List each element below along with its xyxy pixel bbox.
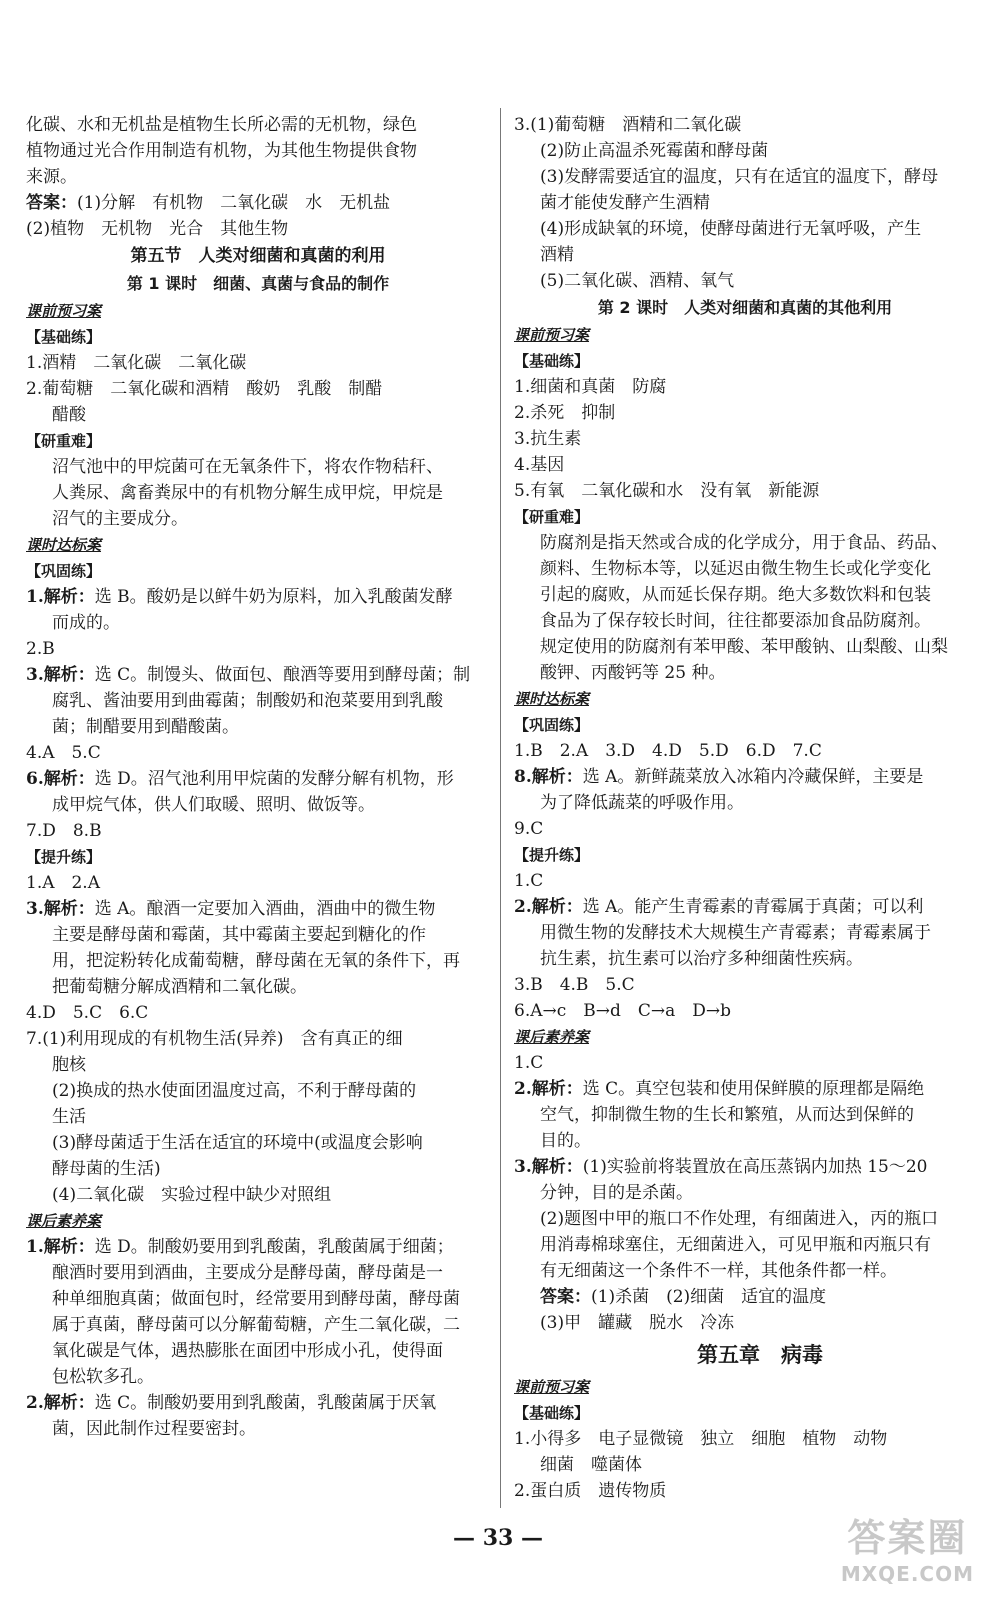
section-heading xyxy=(514,1374,976,1400)
text-line xyxy=(26,974,490,1000)
text-line xyxy=(514,582,976,608)
line-text: (3)甲 罐藏 脱水 冷冻 xyxy=(540,1313,735,1333)
section-heading xyxy=(26,1208,490,1234)
text-line xyxy=(514,868,976,894)
answer-label: 1.解析： xyxy=(26,587,95,607)
text-line xyxy=(514,426,976,452)
line-text: 3.B 4.B 5.C xyxy=(514,975,635,995)
line-text: 2.蛋白质 遗传物质 xyxy=(514,1481,667,1501)
line-text: 菌才能使发酵产生酒精 xyxy=(540,193,710,213)
text-line xyxy=(26,506,490,532)
text-line xyxy=(514,920,976,946)
text-line xyxy=(514,816,976,842)
line-text: (1)杀菌 (2)细菌 适宜的温度 xyxy=(591,1287,827,1307)
line-text: 用，把淀粉转化成葡萄糖，酵母菌在无氧的条件下，再 xyxy=(52,951,460,971)
line-text: 2.葡萄糖 二氧化碳和酒精 酸奶 乳酸 制醋 xyxy=(26,379,383,399)
line-text: 引起的腐败，从而延长保存期。绝大多数饮料和包装 xyxy=(540,585,931,605)
line-text: 课前预习案 xyxy=(26,302,102,320)
line-text: (2)题图中甲的瓶口不作处理，有细菌进入，丙的瓶口 xyxy=(540,1209,939,1229)
line-text: 分钟，目的是杀菌。 xyxy=(540,1183,693,1203)
line-text: 属于真菌，酵母菌可以分解葡萄糖，产生二氧化碳，二 xyxy=(52,1315,460,1335)
line-text: 选 D。沼气池利用甲烷菌的发酵分解有机物，形 xyxy=(94,769,454,789)
line-text: 用微生物的发酵技术大规模生产青霉素；青霉素属于 xyxy=(540,923,931,943)
line-text: 1.A 2.A xyxy=(26,873,100,893)
text-line xyxy=(26,1416,490,1442)
line-text: 4.A 5.C xyxy=(26,743,101,763)
section-heading xyxy=(514,686,976,712)
section-title xyxy=(26,270,490,298)
text-line xyxy=(26,1130,490,1156)
text-line xyxy=(26,216,490,242)
answer-label: 3.解析： xyxy=(514,1157,583,1177)
line-text: 【巩固练】 xyxy=(514,716,590,734)
line-text: 课后素养案 xyxy=(26,1212,102,1230)
text-line xyxy=(514,1050,976,1076)
answer-label: 答案： xyxy=(26,193,77,213)
line-text: 【基础练】 xyxy=(514,1404,590,1422)
text-line xyxy=(26,636,490,662)
text-line xyxy=(26,480,490,506)
text-line xyxy=(26,350,490,376)
line-text: 规定使用的防腐剂有苯甲酸、苯甲酸钠、山梨酸、山梨 xyxy=(540,637,948,657)
text-line xyxy=(514,164,976,190)
left-column xyxy=(26,112,490,1442)
line-text: 【基础练】 xyxy=(26,328,102,346)
line-text: 选 B。酸奶是以鲜牛奶为原料，加入乳酸菌发酵 xyxy=(94,587,453,607)
text-line xyxy=(514,1128,976,1154)
section-heading xyxy=(514,322,976,348)
line-text: 2.B xyxy=(26,639,55,659)
right-column xyxy=(514,112,976,1504)
text-line xyxy=(514,1102,976,1128)
text-line xyxy=(26,164,490,190)
text-line xyxy=(26,1338,490,1364)
page-number: — 33 — xyxy=(453,1525,543,1551)
line-text: (1)分解 有机物 二氧化碳 水 无机盐 xyxy=(77,193,391,213)
line-text: 4.D 5.C 6.C xyxy=(26,1003,149,1023)
line-text: 3.(1)葡萄糖 酒精和二氧化碳 xyxy=(514,115,742,135)
answer-label: 1.解析： xyxy=(26,1237,95,1257)
line-text: 细菌 噬菌体 xyxy=(540,1455,642,1475)
line-text: (5)二氧化碳、酒精、氧气 xyxy=(540,271,735,291)
line-text: 颜料、生物标本等，以延迟由微生物生长或化学变化 xyxy=(540,559,931,579)
text-line xyxy=(26,714,490,740)
text-line xyxy=(26,1364,490,1390)
text-line xyxy=(514,1258,976,1284)
text-line xyxy=(514,400,976,426)
text-line xyxy=(514,138,976,164)
text-line xyxy=(514,452,976,478)
section-title xyxy=(514,1336,976,1374)
subsection-tag xyxy=(514,842,976,868)
line-text: (3)发酵需要适宜的温度，只有在适宜的温度下，酵母 xyxy=(540,167,939,187)
text-line xyxy=(514,1154,976,1180)
text-line xyxy=(514,268,976,294)
subsection-tag xyxy=(26,558,490,584)
line-text: 课时达标案 xyxy=(514,690,590,708)
line-text: 1.C xyxy=(514,1053,544,1073)
text-line xyxy=(26,1000,490,1026)
line-text: 【提升练】 xyxy=(514,846,590,864)
line-text: 氧化碳是气体，遇热膨胀在面团中形成小孔，使得面 xyxy=(52,1341,443,1361)
text-line xyxy=(514,790,976,816)
section-heading xyxy=(514,1024,976,1050)
section-heading xyxy=(26,532,490,558)
line-text: 醋酸 xyxy=(52,405,86,425)
text-line xyxy=(26,190,490,216)
subsection-tag xyxy=(514,504,976,530)
line-text: 选 A。新鲜蔬菜放入冰箱内冷藏保鲜，主要是 xyxy=(582,767,924,787)
line-text: 【研重难】 xyxy=(514,508,590,526)
text-line xyxy=(514,1452,976,1478)
line-text: 主要是酵母菌和霉菌，其中霉菌主要起到糖化的作 xyxy=(52,925,426,945)
line-text: 【基础练】 xyxy=(514,352,590,370)
text-line xyxy=(26,1156,490,1182)
text-line xyxy=(514,1310,976,1336)
answer-label: 2.解析： xyxy=(514,897,583,917)
text-line xyxy=(26,1182,490,1208)
line-text: (1)实验前将装置放在高压蒸锅内加热 15～20 xyxy=(582,1157,928,1177)
text-line xyxy=(26,740,490,766)
line-text: 1.细菌和真菌 防腐 xyxy=(514,377,667,397)
line-text: 来源。 xyxy=(26,167,77,187)
text-line xyxy=(26,1286,490,1312)
text-line xyxy=(514,1478,976,1504)
subsection-tag xyxy=(26,844,490,870)
text-line xyxy=(514,374,976,400)
text-line xyxy=(514,738,976,764)
answer-label: 6.解析： xyxy=(26,769,95,789)
line-text: 第 2 课时 人类对细菌和真菌的其他利用 xyxy=(597,298,893,317)
watermark-url: MXQE.COM xyxy=(840,1562,974,1586)
line-text: 1.C xyxy=(514,871,544,891)
text-line xyxy=(26,818,490,844)
line-text: 胞核 xyxy=(52,1055,86,1075)
line-text: 选 D。制酸奶要用到乳酸菌，乳酸菌属于细菌； xyxy=(94,1237,454,1257)
text-line xyxy=(26,402,490,428)
text-line xyxy=(514,946,976,972)
text-line xyxy=(26,1234,490,1260)
answer-label: 8.解析： xyxy=(514,767,583,787)
line-text: 酒精 xyxy=(540,245,574,265)
text-line xyxy=(26,922,490,948)
subsection-tag xyxy=(514,1400,976,1426)
line-text: 选 C。制酸奶要用到乳酸菌，乳酸菌属于厌氧 xyxy=(94,1393,437,1413)
line-text: 【研重难】 xyxy=(26,432,102,450)
text-line xyxy=(26,1390,490,1416)
text-line xyxy=(514,242,976,268)
line-text: 第 1 课时 细菌、真菌与食品的制作 xyxy=(126,274,390,293)
line-text: 【提升练】 xyxy=(26,848,102,866)
line-text: 酵母菌的生活) xyxy=(52,1159,161,1179)
text-line xyxy=(26,1078,490,1104)
line-text: 1.小得多 电子显微镜 独立 细胞 植物 动物 xyxy=(514,1429,888,1449)
line-text: 6.A→c B→d C→a D→b xyxy=(514,1001,732,1021)
text-line xyxy=(514,112,976,138)
section-title xyxy=(514,294,976,322)
line-text: 课前预习案 xyxy=(514,326,590,344)
text-line xyxy=(514,1232,976,1258)
text-line xyxy=(514,216,976,242)
line-text: 防腐剂是指天然或合成的化学成分，用于食品、药品、 xyxy=(540,533,948,553)
line-text: 生活 xyxy=(52,1107,86,1127)
line-text: (3)酵母菌适于生活在适宜的环境中(或温度会影响 xyxy=(52,1133,423,1153)
line-text: 课时达标案 xyxy=(26,536,102,554)
line-text: (2)换成的热水使面团温度过高，不利于酵母菌的 xyxy=(52,1081,417,1101)
line-text: 3.抗生素 xyxy=(514,429,582,449)
line-text: (4)形成缺氧的环境，使酵母菌进行无氧呼吸，产生 xyxy=(540,219,922,239)
subsection-tag xyxy=(26,428,490,454)
answer-label: 2.解析： xyxy=(514,1079,583,1099)
line-text: 1.酒精 二氧化碳 二氧化碳 xyxy=(26,353,247,373)
column-divider xyxy=(500,108,501,1508)
text-line xyxy=(514,972,976,998)
text-line xyxy=(26,1052,490,1078)
line-text: 选 C。制馒头、做面包、酿酒等要用到酵母菌；制 xyxy=(94,665,471,685)
text-line xyxy=(26,688,490,714)
section-title xyxy=(26,242,490,270)
answer-label: 3.解析： xyxy=(26,899,95,919)
text-line xyxy=(514,190,976,216)
text-line xyxy=(26,112,490,138)
text-line xyxy=(514,1180,976,1206)
text-line xyxy=(514,608,976,634)
line-text: 沼气的主要成分。 xyxy=(52,509,188,529)
line-text: (4)二氧化碳 实验过程中缺少对照组 xyxy=(52,1185,332,1205)
line-text: 1.B 2.A 3.D 4.D 5.D 6.D 7.C xyxy=(514,741,822,761)
text-line xyxy=(26,896,490,922)
text-line xyxy=(26,766,490,792)
watermark-text: 答案圈 xyxy=(847,1516,968,1560)
answer-label: 答案： xyxy=(540,1287,591,1307)
line-text: 【巩固练】 xyxy=(26,562,102,580)
line-text: 课前预习案 xyxy=(514,1378,590,1396)
subsection-tag xyxy=(514,712,976,738)
section-heading xyxy=(26,298,490,324)
line-text: 人粪尿、禽畜粪尿中的有机物分解生成甲烷，甲烷是 xyxy=(52,483,443,503)
line-text: 目的。 xyxy=(540,1131,591,1151)
text-line xyxy=(26,792,490,818)
text-line xyxy=(514,660,976,686)
line-text: 为了降低蔬菜的呼吸作用。 xyxy=(540,793,744,813)
answer-label: 2.解析： xyxy=(26,1393,95,1413)
line-text: 而成的。 xyxy=(52,613,120,633)
line-text: 空气，抑制微生物的生长和繁殖，从而达到保鲜的 xyxy=(540,1105,914,1125)
text-line xyxy=(514,1076,976,1102)
text-line xyxy=(26,610,490,636)
text-line xyxy=(26,870,490,896)
line-text: 7.D 8.B xyxy=(26,821,102,841)
line-text: 菌，因此制作过程要密封。 xyxy=(52,1419,256,1439)
line-text: 9.C xyxy=(514,819,544,839)
line-text: 抗生素，抗生素可以治疗多种细菌性疾病。 xyxy=(540,949,863,969)
text-line xyxy=(26,948,490,974)
text-line xyxy=(514,478,976,504)
line-text: 5.有氧 二氧化碳和水 没有氧 新能源 xyxy=(514,481,820,501)
line-text: 第五章 病毒 xyxy=(697,1343,823,1367)
line-text: 把葡萄糖分解成酒精和二氧化碳。 xyxy=(52,977,307,997)
text-line xyxy=(514,894,976,920)
text-line xyxy=(514,1206,976,1232)
text-line xyxy=(26,1260,490,1286)
line-text: 第五节 人类对细菌和真菌的利用 xyxy=(130,246,386,266)
line-text: 酸钾、丙酸钙等 25 种。 xyxy=(540,663,726,683)
text-line xyxy=(514,1284,976,1310)
line-text: 菌；制醋要用到醋酸菌。 xyxy=(52,717,239,737)
text-line xyxy=(26,662,490,688)
line-text: 成甲烷气体，供人们取暖、照明、做饭等。 xyxy=(52,795,375,815)
line-text: 食品为了保存较长时间，往往都要添加食品防腐剂。 xyxy=(540,611,931,631)
text-line xyxy=(514,998,976,1024)
line-text: 酿酒时要用到酒曲，主要成分是酵母菌，酵母菌是一 xyxy=(52,1263,443,1283)
text-line xyxy=(26,454,490,480)
text-line xyxy=(26,1026,490,1052)
subsection-tag xyxy=(26,324,490,350)
line-text: 用消毒棉球塞住，无细菌进入，可见甲瓶和丙瓶只有 xyxy=(540,1235,931,1255)
watermark-logo xyxy=(841,1507,974,1586)
text-line xyxy=(514,634,976,660)
text-line xyxy=(26,1104,490,1130)
text-line xyxy=(26,138,490,164)
subsection-tag xyxy=(514,348,976,374)
line-text: 植物通过光合作用制造有机物，为其他生物提供食物 xyxy=(26,141,417,161)
line-text: 4.基因 xyxy=(514,455,565,475)
line-text: 2.杀死 抑制 xyxy=(514,403,616,423)
text-line xyxy=(26,584,490,610)
line-text: (2)植物 无机物 光合 其他生物 xyxy=(26,219,289,239)
text-line xyxy=(26,376,490,402)
line-text: 腐乳、酱油要用到曲霉菌；制酸奶和泡菜要用到乳酸 xyxy=(52,691,443,711)
line-text: 种单细胞真菌；做面包时，经常要用到酵母菌，酵母菌 xyxy=(52,1289,460,1309)
line-text: 化碳、水和无机盐是植物生长所必需的无机物，绿色 xyxy=(26,115,417,135)
line-text: 有无细菌这一个条件不一样，其他条件都一样。 xyxy=(540,1261,897,1281)
line-text: 选 A。能产生青霉素的青霉属于真菌；可以利 xyxy=(582,897,924,917)
line-text: 7.(1)利用现成的有机物生活(异养) 含有真正的细 xyxy=(26,1029,403,1049)
text-line xyxy=(514,1426,976,1452)
text-line xyxy=(514,764,976,790)
line-text: 选 C。真空包装和使用保鲜膜的原理都是隔绝 xyxy=(582,1079,925,1099)
line-text: 包松软多孔。 xyxy=(52,1367,154,1387)
line-text: 选 A。酿酒一定要加入酒曲，酒曲中的微生物 xyxy=(94,899,436,919)
text-line xyxy=(514,556,976,582)
text-line xyxy=(26,1312,490,1338)
line-text: 沼气池中的甲烷菌可在无氧条件下，将农作物秸秆、 xyxy=(52,457,443,477)
text-line xyxy=(514,530,976,556)
answer-label: 3.解析： xyxy=(26,665,95,685)
line-text: (2)防止高温杀死霉菌和酵母菌 xyxy=(540,141,769,161)
line-text: 课后素养案 xyxy=(514,1028,590,1046)
